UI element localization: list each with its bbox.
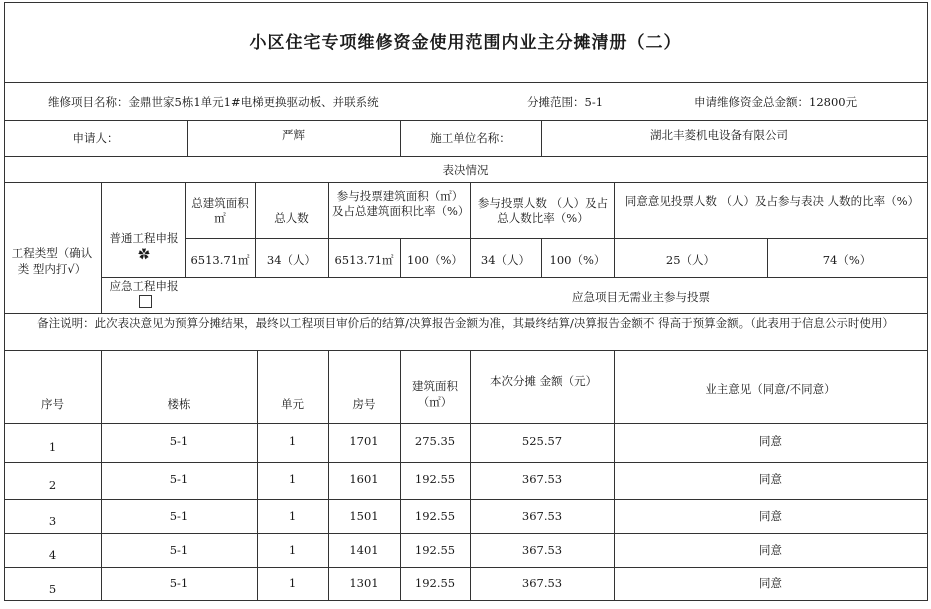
- contractor-label: 施工单位名称：: [430, 131, 511, 145]
- project-type-label: 工程类型（确认类 型内打√）: [11, 246, 93, 276]
- cell-unit: 1: [288, 434, 297, 448]
- total-amount: [694, 95, 857, 110]
- scope-label: 分摊范围：: [527, 95, 585, 109]
- cell-building: 5-1: [169, 509, 189, 523]
- contractor-value: 湖北丰菱机电设备有限公司: [650, 128, 788, 142]
- value-area-participated: 6513.71㎡: [334, 253, 394, 267]
- cell-index: 5: [48, 582, 57, 596]
- normal-check-icon: ✿: [138, 247, 150, 261]
- cell-building: 5-1: [169, 576, 189, 590]
- col-header-area: 建筑面积（㎡）: [412, 379, 458, 409]
- cell-index: 4: [48, 548, 57, 562]
- cell-room: 1401: [349, 543, 379, 557]
- checkbox-icon[interactable]: [139, 295, 152, 308]
- vote-section-label: 表决情况: [442, 163, 489, 177]
- header-people-ratio: 参与投票人数 （人）及占总人数比率（%）: [477, 196, 609, 225]
- emergency-project-option[interactable]: [105, 278, 183, 310]
- remarks: 备注说明：此次表决意见为预算分摊结果，最终以工程项目审价后的结算/决算报告金额为准，其最终结算/决算报告金额不 得高于预算金额。（此表用于信息公示时使用）: [37, 316, 894, 330]
- cell-amount: 367.53: [521, 576, 563, 590]
- value-people-participated: 34（人）: [480, 253, 531, 267]
- cell-area: 275.35: [414, 434, 456, 448]
- cell-room: 1701: [349, 434, 379, 448]
- applicant-label: 申请人：: [72, 131, 119, 145]
- normal-project-option[interactable]: [105, 230, 183, 262]
- amount-label: 申请维修资金总金额：: [694, 95, 809, 109]
- emergency-project-label: 应急工程申报: [109, 279, 179, 293]
- header-total-area: 总建筑面积㎡: [191, 196, 249, 225]
- cell-opinion: 同意: [759, 434, 782, 448]
- header-area-ratio: 参与投票建筑面积（㎡）及占总建筑面积比率（%）: [332, 189, 470, 218]
- cell-opinion: 同意: [759, 576, 782, 590]
- cell-amount: 367.53: [521, 472, 563, 486]
- cell-area: 192.55: [414, 543, 456, 557]
- cell-index: 3: [48, 514, 57, 528]
- col-header-building: 楼栋: [167, 397, 191, 411]
- cell-opinion: 同意: [759, 509, 782, 523]
- scope-value: 5-1: [584, 95, 604, 109]
- cell-room: 1601: [349, 472, 379, 486]
- cell-unit: 1: [288, 576, 297, 590]
- cell-room: 1301: [349, 576, 379, 590]
- cell-amount: 367.53: [521, 509, 563, 523]
- header-agree: 同意意见投票人数 （人）及占参与表决 人数的比率（%）: [624, 194, 920, 208]
- cell-area: 192.55: [414, 472, 456, 486]
- normal-project-label: 普通工程申报: [109, 231, 179, 245]
- project-value: 金鼎世家5栋1单元1#电梯更换驱动板、并联系统: [128, 95, 379, 109]
- cell-building: 5-1: [169, 472, 189, 486]
- cell-unit: 1: [288, 509, 297, 523]
- amount-value: 12800元: [809, 95, 858, 109]
- header-total-people: 总人数: [274, 211, 309, 225]
- page-title: 小区住宅专项维修资金使用范围内业主分摊清册（二）: [249, 33, 682, 53]
- cell-room: 1501: [349, 509, 379, 523]
- applicant-value: 严辉: [282, 128, 305, 142]
- cell-area: 192.55: [414, 509, 456, 523]
- cell-area: 192.55: [414, 576, 456, 590]
- value-total-area: 6513.71㎡: [190, 253, 250, 267]
- cell-unit: 1: [288, 472, 297, 486]
- value-agree-ratio: 74（%）: [822, 253, 872, 267]
- value-agree-people: 25（人）: [665, 253, 716, 267]
- emergency-note: 应急项目无需业主参与投票: [572, 290, 710, 304]
- cell-opinion: 同意: [759, 543, 782, 557]
- col-header-index: 序号: [41, 397, 64, 411]
- cell-amount: 525.57: [521, 434, 563, 448]
- cell-unit: 1: [288, 543, 297, 557]
- scope: [527, 95, 603, 110]
- cell-index: 2: [48, 478, 57, 492]
- cell-amount: 367.53: [521, 543, 563, 557]
- project-name: [48, 95, 379, 110]
- cell-index: 1: [48, 440, 57, 454]
- cell-building: 5-1: [169, 543, 189, 557]
- col-header-opinion: 业主意见（同意/不同意）: [705, 382, 836, 396]
- col-header-amount: 本次分摊 金额（元）: [490, 374, 598, 388]
- col-header-unit: 单元: [281, 397, 304, 411]
- cell-building: 5-1: [169, 434, 189, 448]
- project-label: 维修项目名称：: [48, 95, 129, 109]
- value-total-people: 34（人）: [266, 253, 317, 267]
- cell-opinion: 同意: [759, 472, 782, 486]
- value-people-ratio: 100（%）: [549, 253, 606, 267]
- value-area-ratio: 100（%）: [407, 253, 463, 267]
- col-header-room: 房号: [352, 397, 376, 411]
